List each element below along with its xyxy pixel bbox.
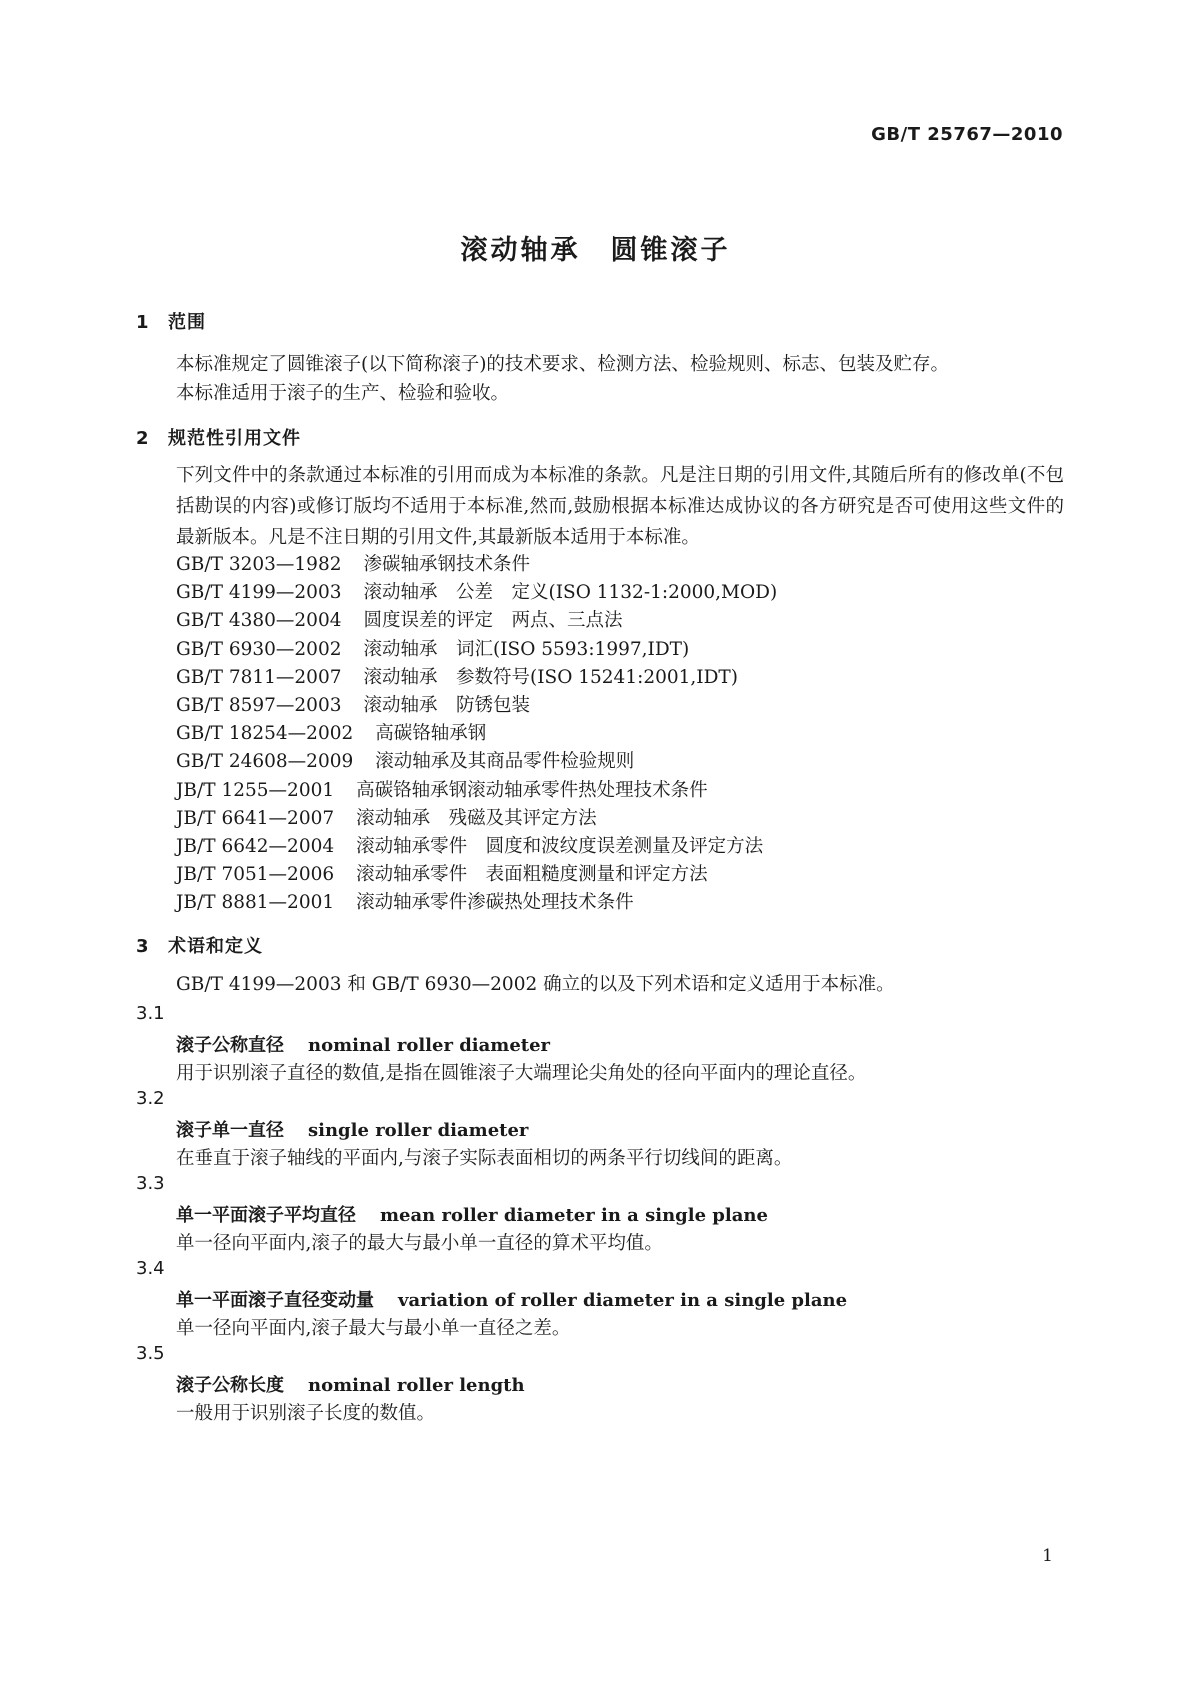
reference-code: JB/T 7051—2006 — [176, 864, 335, 886]
reference-code: JB/T 8881—2001 — [176, 892, 335, 914]
term-chinese: 滚子公称长度 — [176, 1375, 284, 1396]
reference-item — [176, 550, 530, 576]
term-heading — [176, 1031, 550, 1057]
reference-item — [176, 888, 634, 914]
section-title: 范围 — [168, 312, 206, 333]
reference-title: 渗碳轴承钢技术条件 — [363, 554, 531, 575]
reference-code: GB/T 7811—2007 — [176, 666, 342, 688]
reference-title: 滚动轴承及其商品零件检验规则 — [375, 751, 635, 773]
term-definition: 单一径向平面内,滚子最大与最小单一直径之差。 — [176, 1318, 571, 1339]
reference-item — [176, 776, 708, 802]
normative-refs-intro — [136, 460, 1064, 553]
section-number: 1 — [136, 312, 150, 333]
reference-title: 滚动轴承零件 表面粗糙度测量和评定方法 — [356, 864, 708, 886]
reference-code: GB/T 18254—2002 — [176, 723, 354, 745]
reference-item — [176, 691, 530, 717]
term-definition: 一般用于识别滚子长度的数值。 — [176, 1403, 436, 1424]
reference-item — [176, 635, 689, 661]
reference-title: 滚动轴承 防锈包装 — [363, 695, 531, 716]
section-heading-normative-refs — [136, 424, 301, 450]
intro-text: 下列文件中的条款通过本标准的引用而成为本标准的条款。凡是注日期的引用文件,其随后所有的修改单(不包括勘误的内容)或修订版均不适用于本标准,然而,鼓励根据本标准达成协议的各方研究是否可使用这些文件的最新版本。凡是不注日期的引用文件,其最新版本适用于本标准。 — [176, 465, 1064, 548]
term-definition: 用于识别滚子直径的数值,是指在圆锥滚子大端理论尖角处的径向平面内的理论直径。 — [176, 1063, 867, 1084]
reference-code: GB/T 6930—2002 — [176, 638, 342, 660]
term-definition: 在垂直于滚子轴线的平面内,与滚子实际表面相切的两条平行切线间的距离。 — [176, 1148, 793, 1169]
term-chinese: 单一平面滚子平均直径 — [176, 1205, 356, 1226]
reference-item — [176, 804, 597, 830]
term-number: 3.3 — [136, 1173, 165, 1194]
standard-code: GB/T 25767—2010 — [871, 124, 1063, 145]
term-chinese: 滚子单一直径 — [176, 1120, 284, 1141]
term-number: 3.4 — [136, 1258, 165, 1279]
reference-code: GB/T 3203—1982 — [176, 554, 342, 575]
reference-item — [176, 719, 486, 745]
reference-title: 滚动轴承 公差 定义(ISO 1132-1:2000,MOD) — [363, 582, 778, 604]
reference-title: 滚动轴承 残磁及其评定方法 — [356, 807, 597, 829]
term-number: 3.1 — [136, 1003, 165, 1024]
reference-code: GB/T 24608—2009 — [176, 751, 354, 773]
document-title: 滚动轴承 圆锥滚子 — [460, 235, 731, 266]
reference-item — [176, 832, 763, 858]
reference-code: JB/T 6642—2004 — [176, 836, 335, 857]
reference-title: 滚动轴承零件 圆度和波纹度误差测量及评定方法 — [356, 836, 764, 857]
term-number: 3.5 — [136, 1343, 165, 1364]
term-heading — [176, 1286, 847, 1312]
scope-line-2: 本标准适用于滚子的生产、检验和验收。 — [176, 383, 510, 404]
section-title: 术语和定义 — [168, 936, 263, 957]
reference-title: 滚动轴承 词汇(ISO 5593:1997,IDT) — [363, 638, 690, 660]
page-number: 1 — [1042, 1546, 1053, 1566]
term-english: nominal roller diameter — [308, 1035, 551, 1056]
section-heading-scope — [136, 308, 206, 334]
reference-code: JB/T 6641—2007 — [176, 807, 335, 829]
term-definition: 单一径向平面内,滚子的最大与最小单一直径的算术平均值。 — [176, 1233, 663, 1254]
term-heading — [176, 1371, 525, 1397]
terms-intro: GB/T 4199—2003 和 GB/T 6930—2002 确立的以及下列术语和定义适用于本标准。 — [176, 974, 895, 995]
term-chinese: 单一平面滚子直径变动量 — [176, 1290, 374, 1311]
section-heading-terms — [136, 932, 263, 958]
term-heading — [176, 1116, 528, 1142]
reference-item — [176, 578, 777, 604]
section-number: 3 — [136, 936, 150, 957]
reference-title: 高碳铬轴承钢滚动轴承零件热处理技术条件 — [356, 779, 708, 801]
reference-code: GB/T 4199—2003 — [176, 582, 342, 604]
reference-title: 滚动轴承零件渗碳热处理技术条件 — [356, 892, 634, 914]
term-heading — [176, 1201, 768, 1227]
reference-title: 滚动轴承 参数符号(ISO 15241:2001,IDT) — [363, 666, 738, 688]
reference-item — [176, 860, 708, 886]
reference-item — [176, 606, 623, 632]
reference-code: JB/T 1255—2001 — [176, 779, 335, 801]
reference-item — [176, 663, 738, 689]
term-english: single roller diameter — [308, 1120, 529, 1141]
term-english: nominal roller length — [308, 1375, 525, 1396]
reference-title: 高碳铬轴承钢 — [375, 723, 487, 745]
scope-line-1: 本标准规定了圆锥滚子(以下简称滚子)的技术要求、检测方法、检验规则、标志、包装及贮存。 — [176, 354, 949, 375]
section-title: 规范性引用文件 — [168, 428, 301, 449]
reference-code: GB/T 4380—2004 — [176, 610, 342, 632]
term-english: variation of roller diameter in a single plane — [398, 1290, 848, 1311]
reference-item — [176, 747, 634, 773]
reference-code: GB/T 8597—2003 — [176, 695, 342, 716]
reference-title: 圆度误差的评定 两点、三点法 — [363, 610, 623, 632]
term-english: mean roller diameter in a single plane — [380, 1205, 768, 1226]
term-number: 3.2 — [136, 1088, 165, 1109]
section-number: 2 — [136, 428, 150, 449]
term-chinese: 滚子公称直径 — [176, 1035, 284, 1056]
